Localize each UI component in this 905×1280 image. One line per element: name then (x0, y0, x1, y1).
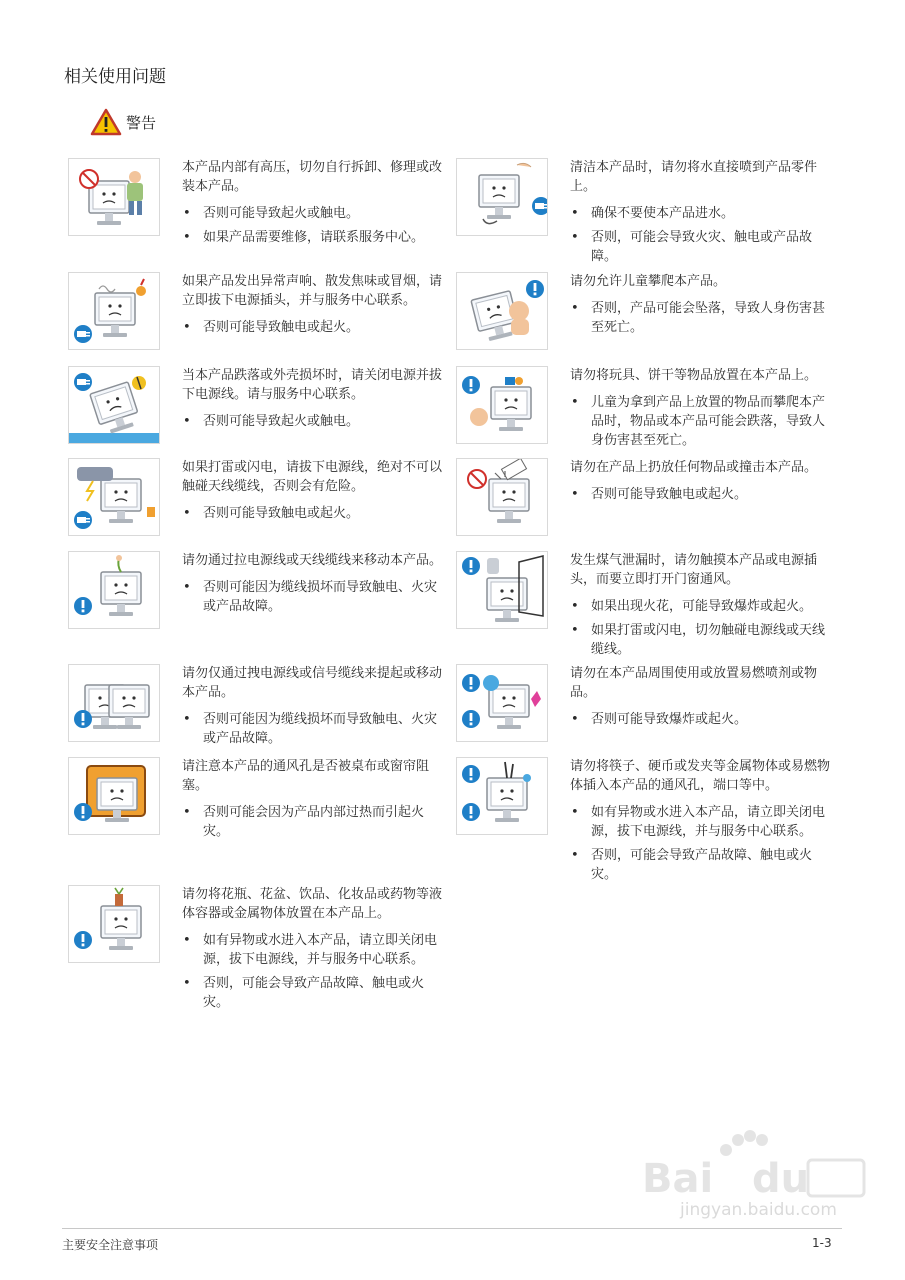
entry-lead: 如果打雷或闪电，请拔下电源线，绝对不可以触碰天线缆线，否则会有危险。 (182, 460, 443, 494)
entry-bullet: • 否则可能导致起火或触电。 (182, 412, 444, 431)
illustration-lift-by-cable (68, 664, 160, 742)
entry-lead: 清洁本产品时，请勿将水直接喷到产品零件上。 (570, 160, 818, 194)
entry-lead: 请勿仅通过拽电源线或信号缆线来提起或移动本产品。 (182, 666, 443, 700)
illustration-vent-blocked (68, 757, 160, 835)
warning-label: 警告 (126, 113, 157, 132)
illustration-liquid-container (68, 885, 160, 963)
entry-bullet: • 如果打雷或闪电，切勿触碰电源线或天线缆线。 (570, 621, 832, 659)
entry-bullet: • 否则可能导致爆炸或起火。 (570, 710, 832, 729)
entry-bullet: • 否则可能因为缆线损坏而导致触电、火灾或产品故障。 (182, 710, 444, 748)
page-number: 1-3 (812, 1236, 832, 1250)
warning-entry (456, 757, 832, 889)
entry-lead: 请勿允许儿童攀爬本产品。 (570, 274, 727, 289)
illustration-flammable-spray (456, 664, 548, 742)
entry-bullet: • 否则可能导致起火或触电。 (182, 204, 444, 223)
entry-lead: 请勿将玩具、饼干等物品放置在本产品上。 (570, 368, 818, 383)
entry-lead: 本产品内部有高压，切勿自行拆卸、修理或改装本产品。 (182, 160, 443, 194)
entry-bullet: • 否则，可能会导致火灾、触电或产品故障。 (570, 228, 832, 266)
entry-lead: 请勿在产品上扔放任何物品或撞击本产品。 (570, 460, 818, 475)
illustration-lightning (68, 458, 160, 536)
illustration-child-climb (456, 272, 548, 350)
warning-entry (456, 551, 832, 664)
entry-lead: 请勿在本产品周围使用或放置易燃喷剂或物品。 (570, 666, 818, 700)
entry-bullet: • 如有异物或水进入本产品，请立即关闭电源，拔下电源线，并与服务中心联系。 (570, 803, 832, 841)
entry-lead: 请勿通过拉电源线或天线缆线来移动本产品。 (182, 553, 443, 568)
warning-entry (68, 366, 444, 444)
entry-bullet: • 否则，产品可能会坠落，导致人身伤害甚至死亡。 (570, 299, 832, 337)
entry-bullet: • 儿童为拿到产品上放置的物品而攀爬本产品时，物品或本产品可能会跌落，导致人身伤害甚至死亡。 (570, 393, 832, 450)
entry-lead: 请勿将花瓶、花盆、饮品、化妆品或药物等液体容器或金属物体放置在本产品上。 (182, 887, 443, 921)
entry-lead: 发生煤气泄漏时，请勿触摸本产品或电源插头，而要立即打开门窗通风。 (570, 553, 818, 587)
warning-entry (456, 158, 832, 271)
page-title: 相关使用问题 (64, 67, 166, 87)
entry-bullet: • 否则可能导致触电或起火。 (182, 318, 444, 337)
warning-entry (456, 664, 832, 742)
warning-entry (68, 885, 444, 1017)
illustration-pull-cable (68, 551, 160, 629)
entry-bullet: • 确保不要使本产品进水。 (570, 204, 832, 223)
entry-bullet: • 如果产品需要维修，请联系服务中心。 (182, 228, 444, 247)
entry-lead: 如果产品发出异常声响、散发焦味或冒烟，请立即拔下电源插头，并与服务中心联系。 (182, 274, 443, 308)
illustration-metal-insert (456, 757, 548, 835)
baidu-watermark (640, 1130, 870, 1230)
warning-entry (68, 158, 444, 252)
entry-bullet: • 否则可能导致触电或起火。 (182, 504, 444, 523)
warning-entry (68, 551, 444, 629)
baidu-paw-logo-icon (640, 1130, 870, 1202)
entry-lead: 请勿将筷子、硬币或发夹等金属物体或易燃物体插入本产品的通风孔，端口等中。 (570, 759, 831, 793)
warning-entry (68, 664, 444, 753)
entry-bullet: • 否则可能导致触电或起火。 (570, 485, 832, 504)
entry-bullet: • 否则可能会因为产品内部过热而引起火灾。 (182, 803, 444, 841)
entry-lead: 请注意本产品的通风孔是否被桌布或窗帘阻塞。 (182, 759, 430, 793)
warning-entry (68, 458, 444, 536)
svg-text:du: du (752, 1156, 810, 1202)
entry-bullet: • 否则，可能会导致产品故障、触电或火灾。 (182, 974, 444, 1012)
svg-text:Bai: Bai (642, 1156, 714, 1202)
illustration-impact (456, 458, 548, 536)
warning-entry (456, 366, 832, 455)
illustration-gas-leak (456, 551, 548, 629)
warning-entry (68, 757, 444, 846)
footer-section-title: 主要安全注意事项 (62, 1238, 159, 1252)
warning-entry (68, 272, 444, 350)
watermark-url: jingyan.baidu.com (680, 1200, 837, 1220)
entry-bullet: • 如果出现火花，可能导致爆炸或起火。 (570, 597, 832, 616)
illustration-dropped (68, 366, 160, 444)
entry-lead: 当本产品跌落或外壳损坏时，请关闭电源并拔下电源线。请与服务中心联系。 (182, 368, 443, 402)
illustration-toys-on-product (456, 366, 548, 444)
warning-heading (90, 108, 156, 136)
entry-bullet: • 如有异物或水进入本产品，请立即关闭电源，拔下电源线，并与服务中心联系。 (182, 931, 444, 969)
entry-bullet: • 否则，可能会导致产品故障、触电或火灾。 (570, 846, 832, 884)
warning-triangle-icon (90, 108, 122, 136)
warning-entry (456, 272, 832, 350)
entry-bullet: • 否则可能因为缆线损坏而导致触电、火灾或产品故障。 (182, 578, 444, 616)
warning-entry (456, 458, 832, 536)
illustration-water-spray (456, 158, 548, 236)
footer-divider (62, 1228, 842, 1229)
illustration-disassembly (68, 158, 160, 236)
illustration-smoke (68, 272, 160, 350)
